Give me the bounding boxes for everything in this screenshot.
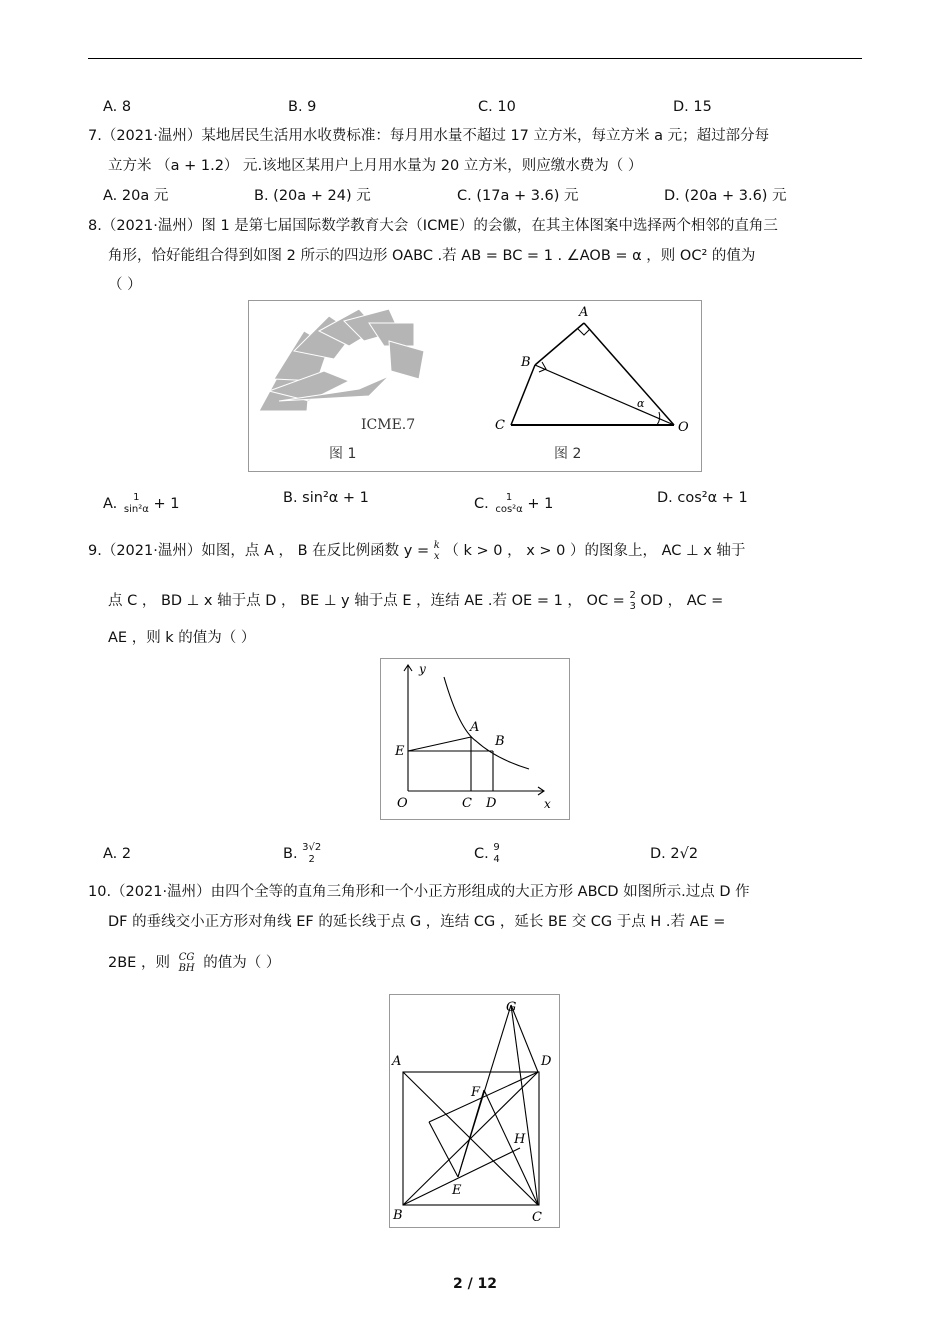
q8-line2: 角形，恰好能组合得到如图 2 所示的四边形 OABC .若 AB = BC = 1 . ∠AOB = α ，则 OC² 的值为: [108, 248, 756, 264]
q8-option-a[interactable]: [103, 492, 179, 516]
label-e: E: [395, 744, 405, 759]
q7-option-d[interactable]: D. (20a + 3.6) 元: [664, 188, 787, 204]
fraction: [495, 492, 522, 516]
fig2-label-alpha: α: [637, 397, 645, 410]
label-a: A: [392, 1054, 402, 1069]
fraction-denominator: 3: [629, 601, 636, 612]
fraction: [629, 590, 635, 612]
page-number: 2 / 12: [452, 1276, 498, 1292]
option-letter: C.: [474, 496, 489, 512]
fraction: [124, 492, 149, 516]
label-x: x: [544, 797, 551, 811]
q10-line3-start: 2BE ，则: [108, 955, 170, 971]
q7-option-c[interactable]: C. (17a + 3.6) 元: [457, 188, 579, 204]
q9-figure: [380, 658, 570, 820]
q7-option-a[interactable]: A. 20a 元: [103, 188, 169, 204]
fraction-denominator: BH: [178, 963, 195, 974]
q9-line2-end: OD ， AC =: [640, 593, 724, 609]
q9-option-b[interactable]: [283, 842, 321, 866]
q8-figure: [248, 300, 702, 472]
option-tail: + 1: [153, 496, 180, 512]
fig2-label-a: A: [579, 305, 589, 320]
fraction-numerator: 3√2: [302, 842, 322, 853]
q9-line1-start: 9.（2021·温州）如图，点 A ， B 在反比例函数 y =: [88, 543, 430, 559]
hyperbola-curve: [444, 677, 529, 769]
label-d: D: [486, 796, 497, 811]
q9-option-d[interactable]: D. 2√2: [650, 846, 699, 862]
label-b: B: [495, 734, 505, 749]
q7-option-b[interactable]: B. (20a + 24) 元: [254, 188, 371, 204]
label-y: y: [419, 662, 426, 676]
label-f: F: [471, 1085, 481, 1100]
q8-line1: 8.（2021·温州）图 1 是第七届国际数学教育大会（ICME）的会徽，在其主体图案中选择两个相邻的直角三: [88, 218, 778, 234]
fraction-numerator: CG: [178, 952, 195, 963]
fraction: [179, 952, 195, 974]
q8-option-b[interactable]: B. sin²α + 1: [283, 490, 369, 506]
label-a: A: [470, 720, 480, 735]
q9-option-a[interactable]: A. 2: [103, 846, 132, 862]
q9-line2: [108, 590, 723, 612]
logo-triangle: [389, 341, 424, 379]
q6-option-b[interactable]: B. 9: [288, 99, 317, 115]
q6-option-a[interactable]: A. 8: [103, 99, 132, 115]
fig2-label-o: O: [678, 420, 689, 435]
option-letter: A.: [103, 496, 118, 512]
q8-option-d[interactable]: D. cos²α + 1: [657, 490, 748, 506]
fig2-label-b: B: [521, 355, 531, 370]
label-h: H: [514, 1132, 526, 1147]
fraction: [434, 540, 440, 562]
q10-line3: [108, 952, 280, 974]
q9-line1: [88, 540, 745, 562]
fraction-denominator: sin²α: [123, 504, 149, 515]
fraction-denominator: cos²α: [495, 504, 523, 515]
q10-figure: [389, 994, 560, 1228]
fraction-numerator: 1: [505, 492, 513, 503]
q9-line1-end: （ k > 0 ， x > 0 ）的图象上， AC ⊥ x 轴于: [444, 543, 746, 559]
fig1-caption: 图 1: [329, 446, 357, 462]
q8-option-c[interactable]: [474, 492, 553, 516]
label-c: C: [462, 796, 472, 811]
fraction-numerator: k: [433, 540, 440, 551]
q9-line2-start: 点 C ， BD ⊥ x 轴于点 D ， BE ⊥ y 轴于点 E ，连结 AE .若 OE = 1 ， OC =: [108, 593, 625, 609]
q6-option-c[interactable]: C. 10: [478, 99, 516, 115]
label-b: B: [393, 1208, 403, 1223]
option-letter: B.: [283, 846, 298, 862]
fig2-quadrilateral: [511, 323, 674, 425]
label-c: C: [532, 1210, 542, 1225]
header-rule: [88, 58, 862, 59]
q9-option-c[interactable]: [474, 842, 500, 866]
q8-line3: （ ）: [108, 277, 142, 293]
fraction-denominator: 4: [493, 854, 500, 865]
q10-line2: DF 的垂线交小正方形对角线 EF 的延长线于点 G ，连结 CG ，延长 BE 交 CG 于点 H .若 AE =: [108, 914, 726, 930]
fig2-caption: 图 2: [554, 446, 582, 462]
q7-line1: 7.（2021·温州）某地居民生活用水收费标准：每月用水量不超过 17 立方米，每立方米 a 元；超过部分每: [88, 128, 770, 144]
label-d: D: [541, 1054, 552, 1069]
icme-logo: [259, 309, 424, 411]
fig1-logo-text: ICME.7: [361, 417, 416, 433]
q7-line2: 立方米 （a + 1.2） 元.该地区某用户上月用水量为 20 立方米，则应缴水费为（ ）: [108, 158, 643, 174]
fraction: [493, 842, 499, 866]
q6-option-d[interactable]: D. 15: [673, 99, 712, 115]
fraction-denominator: x: [433, 551, 440, 562]
fraction-numerator: 9: [493, 842, 500, 853]
label-e: E: [452, 1183, 462, 1198]
option-letter: C.: [474, 846, 489, 862]
option-tail: + 1: [527, 496, 554, 512]
fig2-label-c: C: [495, 418, 505, 433]
fraction: [302, 842, 321, 866]
q9-line3: AE ，则 k 的值为（ ）: [108, 630, 256, 646]
fraction-denominator: 2: [308, 854, 315, 865]
q10-line1: 10.（2021·温州）由四个全等的直角三角形和一个小正方形组成的大正方形 ABCD 如图所示.过点 D 作: [88, 884, 750, 900]
fraction-numerator: 2: [629, 590, 636, 601]
q10-line3-end: 的值为（ ）: [203, 955, 281, 971]
label-o: O: [397, 796, 408, 811]
label-g: G: [506, 1000, 517, 1015]
fraction-numerator: 1: [133, 492, 140, 503]
q10-diagram: [403, 1005, 539, 1205]
